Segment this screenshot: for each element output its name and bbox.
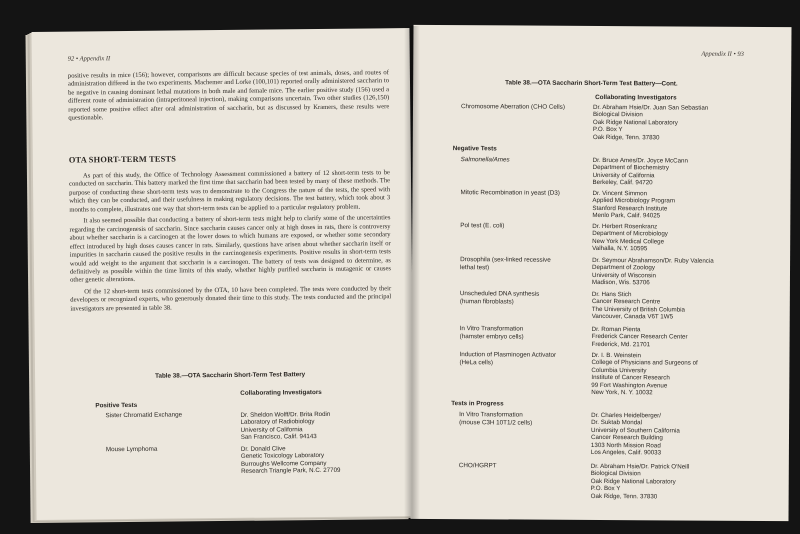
table-row-investigators: Dr. Herbert Rosenkranz Department of Microbiology New York Medical College Valhalla, N.Y. 10595	[592, 222, 668, 253]
table-row-test: Mouse Lymphoma	[105, 445, 158, 454]
table-row-investigators: Dr. Seymour Abrahamson/Dr. Ruby Valencia Department of Zoology University of Wisconsin Madison, Wis. 53706	[591, 256, 714, 287]
table-row-investigators	[240, 411, 330, 442]
table-row-test: Pol test (E. coli)	[460, 222, 505, 230]
table-row-test: Sister Chromatid Exchange	[105, 411, 183, 420]
table-row-test: Unscheduled DNA synthesis (human fibroblasts)	[459, 290, 540, 306]
body-text	[69, 169, 391, 314]
table-row-test: Drosophila (sex-linked recessive lethal test)	[460, 256, 551, 271]
table-row-investigators: Dr. Charles Heidelberger/ Dr. Suktab Mondal University of Southern California Cancer Research Building 1303 North Mission Road Los Angeles, Calif. 90033	[590, 411, 680, 457]
right-page	[410, 25, 791, 521]
inv-line: Burroughs Wellcome Company	[240, 459, 327, 468]
inv-line: University of California	[240, 425, 303, 434]
table-row-investigators: Dr. I. B. Weinstein College of Physicians and Surgeons of Columbia University Institute of Cancer Research 99 Fort Washington Avenue New York, N. Y. 10032	[591, 351, 698, 397]
table-row-investigators: Dr. Abraham Hsie/Dr. Patrick O'Neill Biological Division Oak Ridge National Laboratory P.O. Box Y Oak Ridge, Tenn. 37830	[590, 462, 690, 500]
table-row-investigators: Dr. Hans Stich Cancer Research Centre The University of British Columbia Vancouver, Canada V6T 1W5	[591, 290, 685, 321]
table-row-test: Mitotic Recombination in yeast (D3)	[460, 189, 560, 197]
inv-line: Research Triangle Park, N.C. 27709	[241, 466, 341, 476]
right-running-head: Appendix II • 93	[701, 50, 744, 58]
table-row-investigators: Dr. Vincent Simmon Applied Microbiology Program Stanford Research Institute Menlo Park, Calif. 94025	[592, 189, 676, 220]
left-page	[31, 28, 414, 520]
left-running-head: 92 • Appendix II	[67, 55, 111, 63]
table-row-investigators	[241, 445, 341, 476]
section-heading: OTA SHORT-TERM TESTS	[68, 154, 177, 165]
table-row-investigators: Dr. Roman Pienta Frederick Cancer Research Center Frederick, Md. 21701	[591, 325, 688, 349]
table-title: Table 38.—OTA Saccharin Short-Term Test Battery	[155, 371, 306, 380]
paragraph-1: As part of this study, the Office of Technology Assessment commissioned a battery of 12 short-term tests to be conducted on saccharin. This battery marked the first time that saccharin had been tested by many of these methods. The purpose of conducting these short-term tests was to demonstrate to the Congress the nature of the tests, the speed with which they can be conducted, and their usefulness in making regulatory decisions. The test battery, which took about 3 months to complete, illustrates one way that short-term tests can be applied to a particular regulatory problem.	[69, 169, 391, 214]
table-title-cont: Table 38.—OTA Saccharin Short-Term Test Battery—Cont.	[505, 79, 678, 88]
group-heading-negative: Negative Tests	[452, 145, 497, 153]
intro-paragraph: positive results in mice (156); however, comparisons are difficult because species of test animals, doses, and routes of administration differed in the two experiments. Machemer and Lorke (100,101) reported orally administered saccharin to be negative in causing dominant lethal mutations in both male and female mice. The earlier positive study (156) used a different route of administration (intraperitoneal injection), making comparisons uncertain. Two other studies (126,150) reported some positive effect after oral administration of saccharin, but as discussed by Kramers, these results were questionable.	[67, 69, 390, 122]
intro-paragraph-block	[68, 69, 390, 123]
group-heading-progress: Tests in Progress	[451, 400, 504, 408]
book-gutter-shadow	[404, 26, 420, 520]
inv-line: Dr. Donald Clive	[240, 445, 286, 453]
inv-line: Dr. Sheldon Wolff/Dr. Brita Rodin	[240, 410, 331, 419]
column-header: Collaborating Investigators	[595, 93, 677, 102]
table-row-investigators: Dr. Abraham Hsie/Dr. Juan San Sebastian Biological Division Oak Ridge National Laboratory P.O. Box Y Oak Ridge, Tenn. 37830	[592, 103, 709, 141]
table-row-investigators: Dr. Bruce Ames/Dr. Joyce McCann Department of Biochemistry University of California Berkeley, Calif. 94720	[592, 156, 688, 187]
table-row-test: Chromosome Aberration (CHO Cells)	[460, 103, 565, 111]
column-header: Collaborating Investigators	[240, 388, 322, 397]
group-heading-positive: Positive Tests	[95, 401, 138, 410]
paragraph-2: It also seemed possible that conducting a battery of short-term tests might help to clarify some of the uncertainties regarding the carcinogenesis of saccharin. Since saccharin causes cancer only at high doses in rats, there is controversy about whether saccharin is a carcinogen at the lower doses to which humans are exposed, or whether some secondary effect introduced by high doses causes cancer in rats. Similarly, questions have arisen about whether saccharin itself or impurities in saccharin caused the positive results in the carcinogenesis experiments. Positive results in short-term tests would add weight to the argument that saccharin is a carcinogen. The battery of tests was designed to determine, as definitively as possible within the time limits of this study, whether highly purified saccharin is mutagenic or causes other genetic alterations.	[69, 214, 391, 285]
table-row-test: CHO/HGRPT	[458, 462, 497, 470]
paragraph-3: Of the 12 short-term tests commissioned by the OTA, 10 have been completed. The tests were conducted by their developers or recognized experts, who generously donated their time to this study. The tests conducted and the principal investigators are presented in table 38.	[70, 285, 392, 313]
table-row-test: Salmonella/Ames	[460, 156, 510, 164]
table-row-test: In Vitro Transformation (mouse C3H 10T1/2 cells)	[459, 411, 533, 427]
inv-line: Laboratory of Radiobiology	[240, 418, 315, 427]
table-row-test: In Vitro Transformation (hamster embryo cells)	[459, 325, 524, 341]
inv-line: San Francisco, Calif. 94143	[240, 433, 317, 442]
table-row-test: Induction of Plasminogen Activator (HeLa cells)	[459, 351, 557, 366]
inv-line: Genetic Toxicology Laboratory	[240, 452, 325, 461]
